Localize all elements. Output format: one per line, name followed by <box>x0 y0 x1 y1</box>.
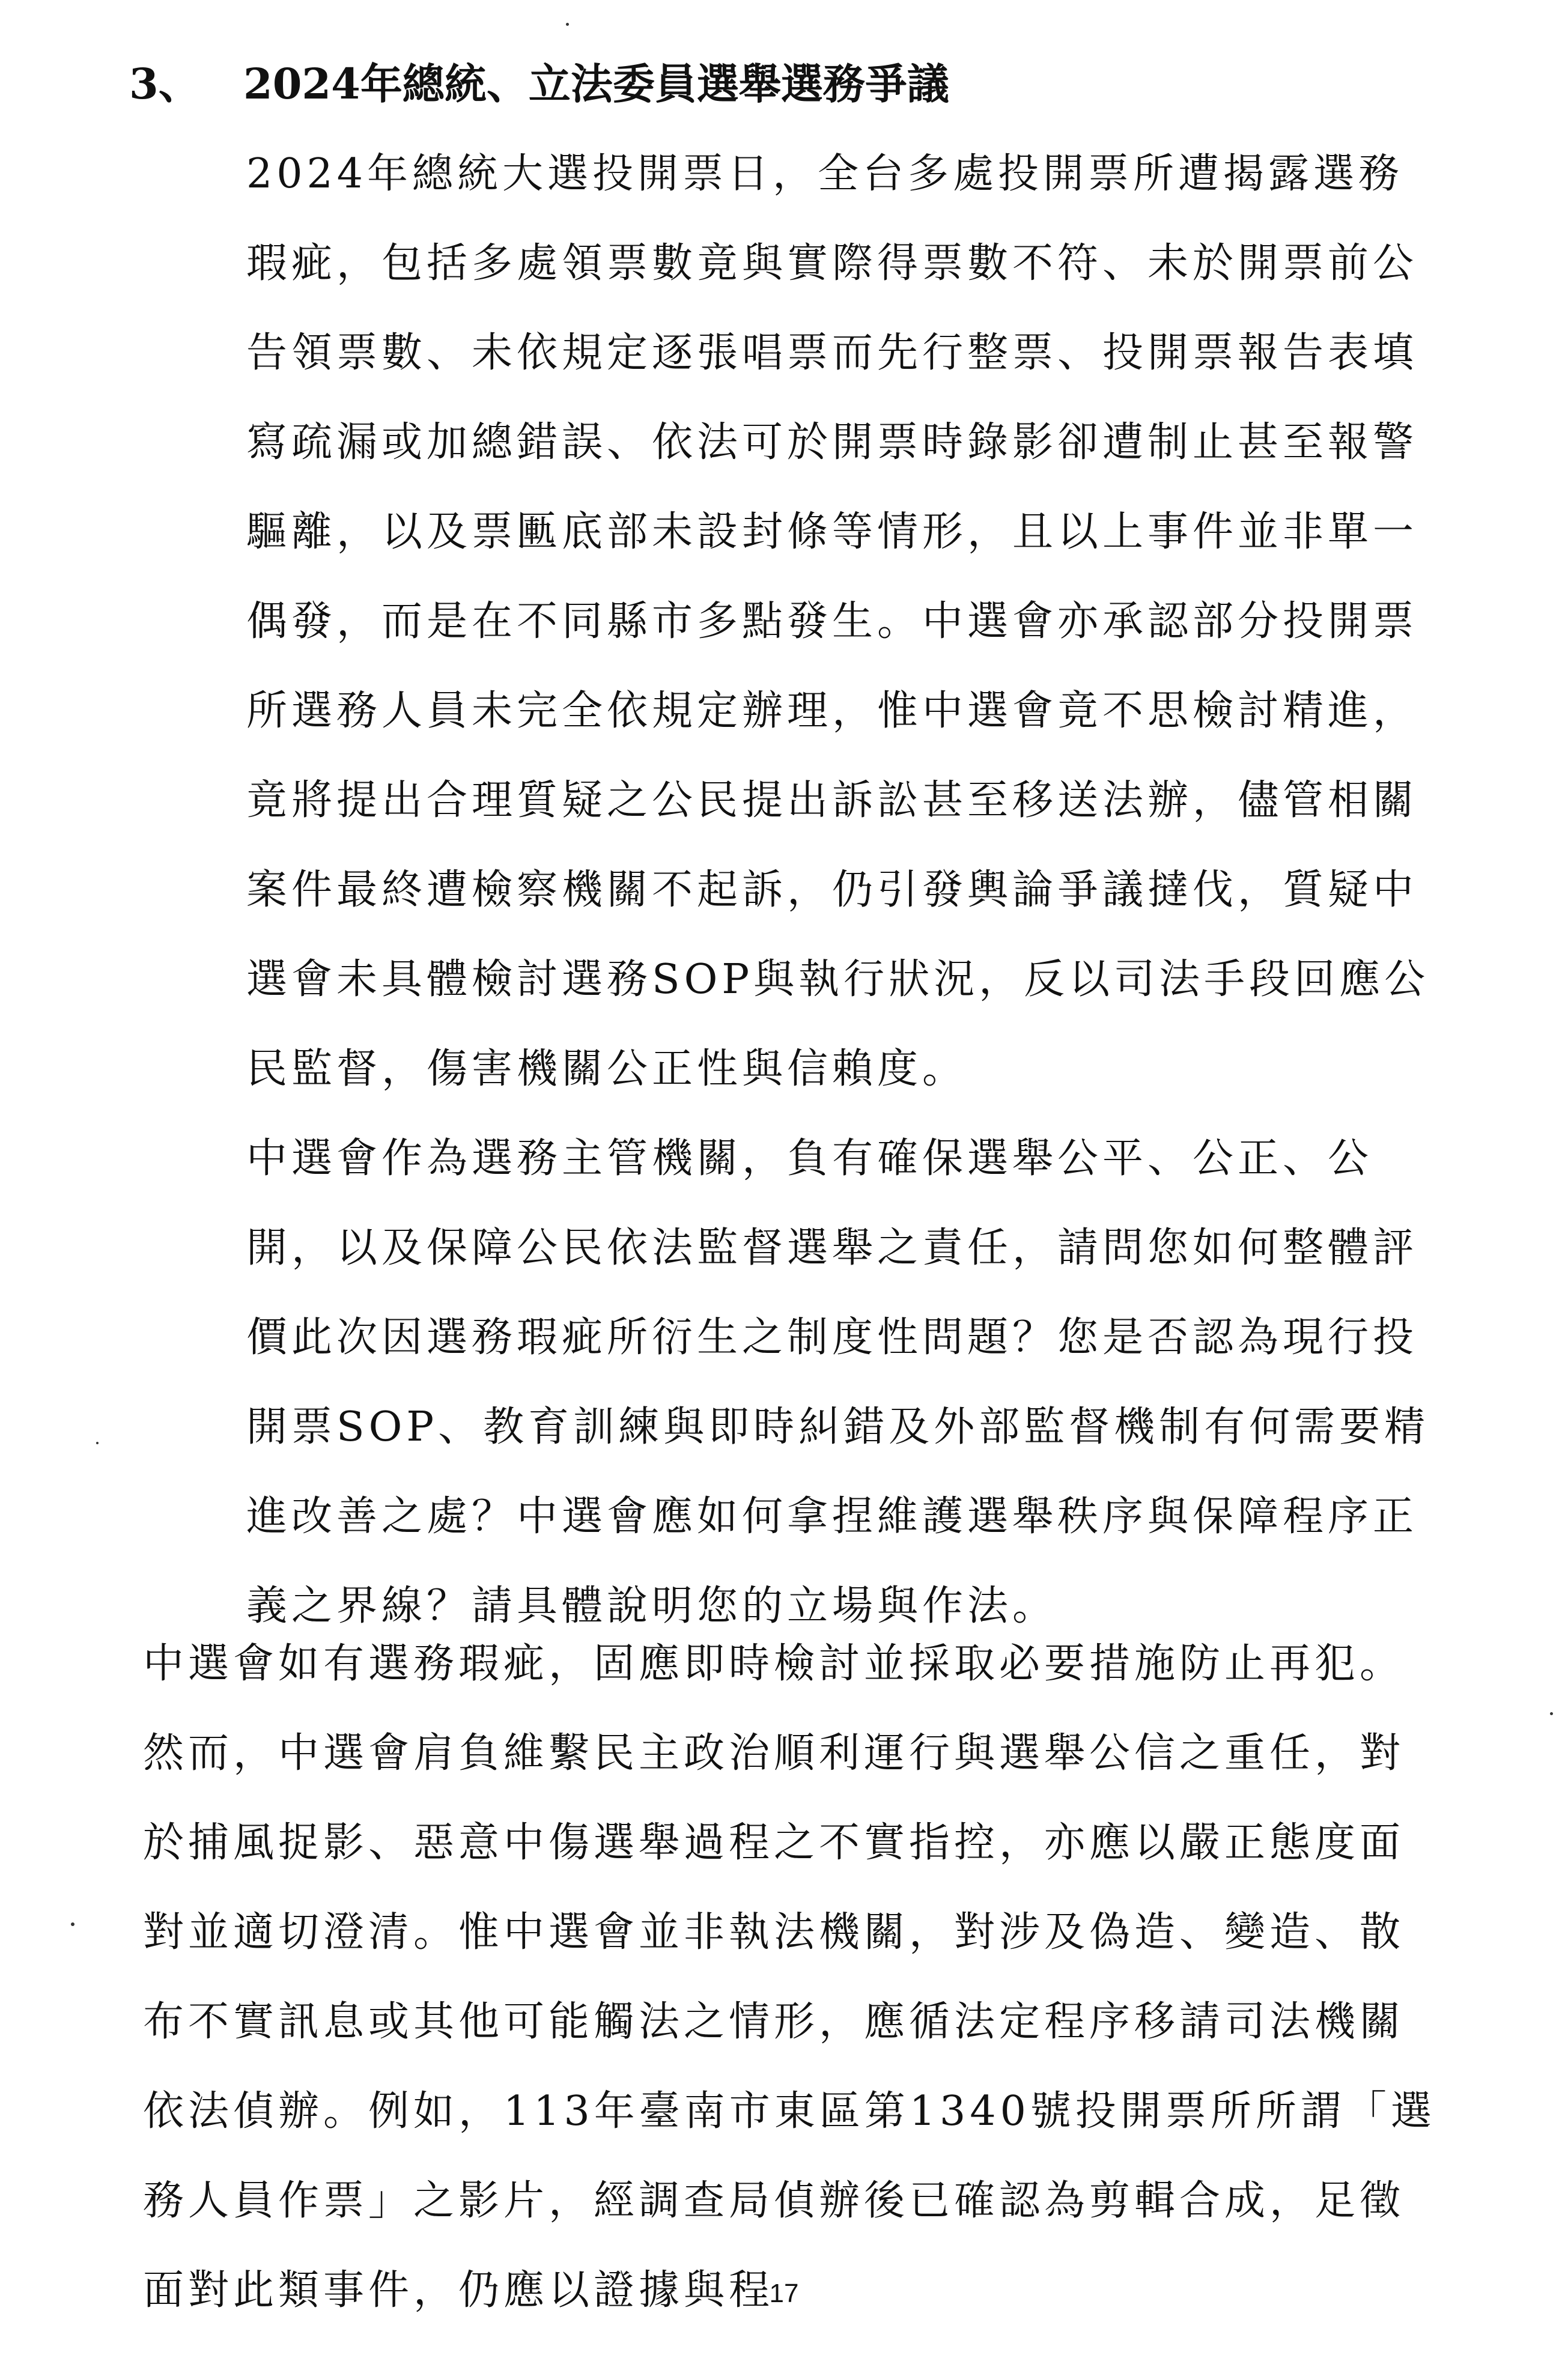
scan-speck <box>96 1442 99 1444</box>
page-number: 17 <box>769 2279 799 2308</box>
section-title: 2024年總統、立法委員選舉選務爭議 <box>243 59 949 109</box>
section-heading <box>129 51 1451 117</box>
answer-paragraph: 中選會如有選務瑕疵，固應即時檢討並採取必要措施防止再犯。然而，中選會肩負維繫民主政治順利運行與選舉公信之重任，對於捕風捉影、惡意中傷選舉過程之不實指控，亦應以嚴正態度面對並適切澄清。惟中選會並非執法機關，對涉及偽造、變造、散布不實訊息或其他可能觸法之情形，應循法定程序移請司法機關依法偵辦。例如，113年臺南市東區第1340號投開票所所謂「選務人員作票」之影片，經調查局偵辦後已確認為剪輯合成，足徵面對此類事件，仍應以證據與程 <box>143 1640 1436 2314</box>
scan-speck <box>71 1922 74 1926</box>
scan-speck <box>1550 1712 1553 1715</box>
section-number: 3、 <box>129 59 201 109</box>
scan-speck <box>566 23 569 26</box>
answer-block <box>143 1619 1447 2335</box>
question-block <box>246 129 1442 1651</box>
question-paragraph: 2024年總統大選投開票日，全台多處投開票所遭揭露選務瑕疵，包括多處領票數竟與實際得票數不符、未於開票前公告領票數、未依規定逐張唱票而先行整票、投開票報告表填寫疏漏或加總錯誤、依法可於開票時錄影卻遭制止甚至報警驅離，以及票匭底部未設封條等情形，且以上事件並非單一偶發，而是在不同縣市多點發生。中選會亦承認部分投開票所選務人員未完全依規定辦理，惟中選會竟不思檢討精進，竟將提出合理質疑之公民提出訴訟甚至移送法辦，儘管相關案件最終遭檢察機關不起訴，仍引發輿論爭議撻伐，質疑中選會未具體檢討選務SOP與執行狀況，反以司法手段回應公民監督，傷害機關公正性與信賴度。 <box>246 150 1430 1093</box>
question-paragraph: 中選會作為選務主管機關，負有確保選舉公平、公正、公開，以及保障公民依法監督選舉之責任，請問您如何整體評價此次因選務瑕疵所衍生之制度性問題？您是否認為現行投開票SOP、教育訓練與即時糾錯及外部監督機制有何需要精進改善之處？中選會應如何拿捏維護選舉秩序與保障程序正義之界線？請具體說明您的立場與作法。 <box>246 1135 1430 1630</box>
